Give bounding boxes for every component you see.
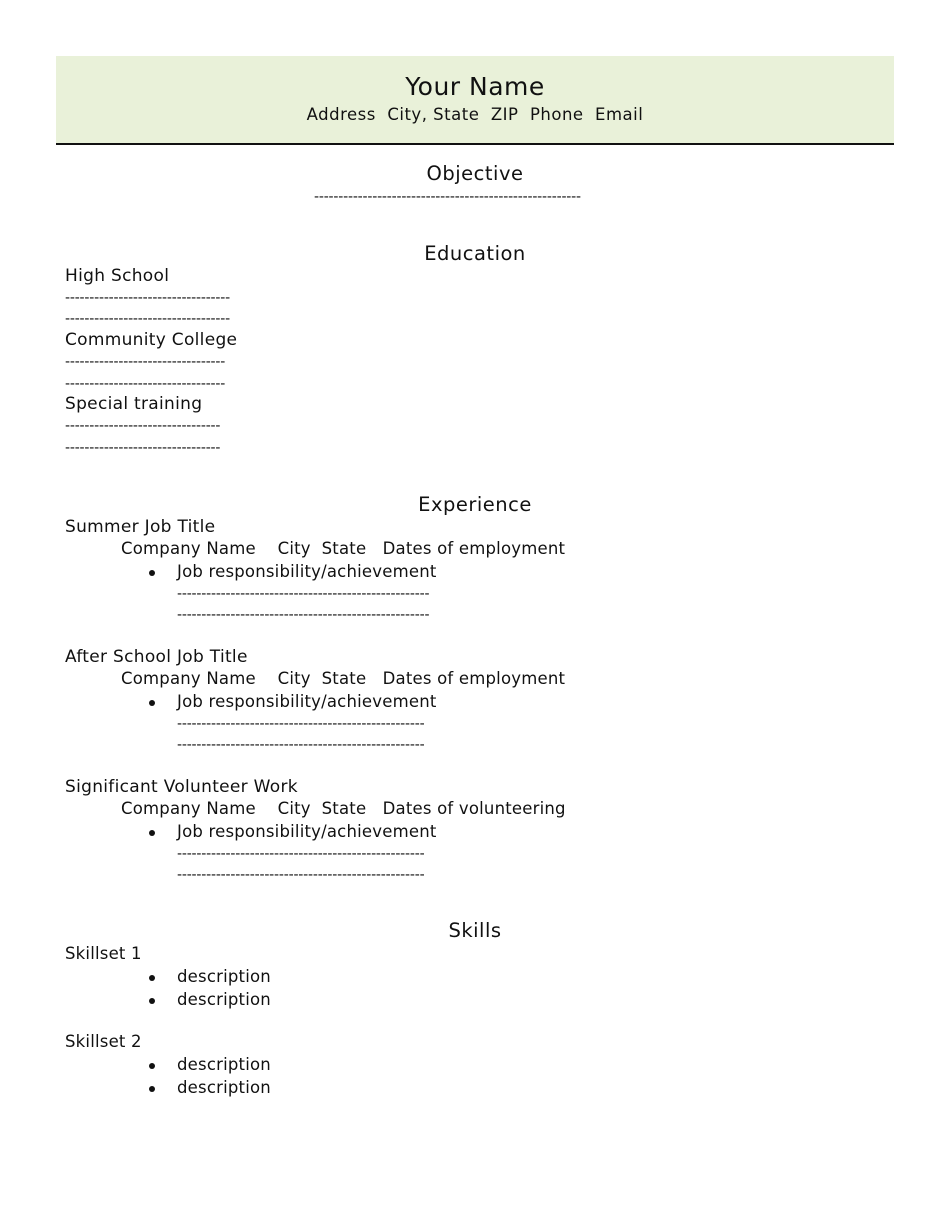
bullet-dot [149,1086,155,1092]
contact-line: Address City, State ZIP Phone Email [306,105,644,124]
skill-description: description [177,967,271,986]
skillset-name: Skillset 2 [65,1032,142,1051]
job-title: Summer Job Title [65,517,216,537]
job-responsibility: Job responsibility/achievement [177,822,437,841]
job-line: --------------------------------------------------- [177,717,425,731]
job-line: ---------------------------------------------------- [177,608,430,622]
education-item-name: Community College [65,330,238,350]
job-line: --------------------------------------------------- [177,847,425,861]
bullet-dot [149,1063,155,1069]
bullet-dot [149,830,155,836]
your-name: Your Name [405,72,545,101]
job-responsibility: Job responsibility/achievement [177,562,437,581]
education-item-name: Special training [65,394,203,414]
education-item-line: -------------------------------- [65,441,221,455]
job-details: Company Name City State Dates of volunteering [121,799,566,818]
experience-heading: Experience [418,493,532,516]
job-line: ---------------------------------------------------- [177,587,430,601]
skillset-name: Skillset 1 [65,944,142,963]
job-line: --------------------------------------------------- [177,738,425,752]
bullet-dot [149,570,155,576]
objective-heading: Objective [426,162,524,185]
education-item-line: --------------------------------- [65,377,226,391]
education-item-name: High School [65,266,170,286]
job-title: Significant Volunteer Work [65,777,298,797]
education-item-line: ---------------------------------- [65,312,230,326]
skill-description: description [177,1055,271,1074]
education-item-line: ---------------------------------- [65,291,230,305]
education-item-line: -------------------------------- [65,419,221,433]
bullet-dot [149,975,155,981]
bullet-dot [149,700,155,706]
skill-description: description [177,990,271,1009]
job-responsibility: Job responsibility/achievement [177,692,437,711]
skill-description: description [177,1078,271,1097]
objective-line: ------------------------------------------------------- [314,190,581,204]
bullet-dot [149,998,155,1004]
job-details: Company Name City State Dates of employment [121,539,566,558]
job-line: --------------------------------------------------- [177,868,425,882]
skills-heading: Skills [448,919,502,942]
education-heading: Education [424,242,526,265]
job-details: Company Name City State Dates of employment [121,669,566,688]
header-banner [56,56,894,145]
education-item-line: --------------------------------- [65,355,226,369]
job-title: After School Job Title [65,647,248,667]
